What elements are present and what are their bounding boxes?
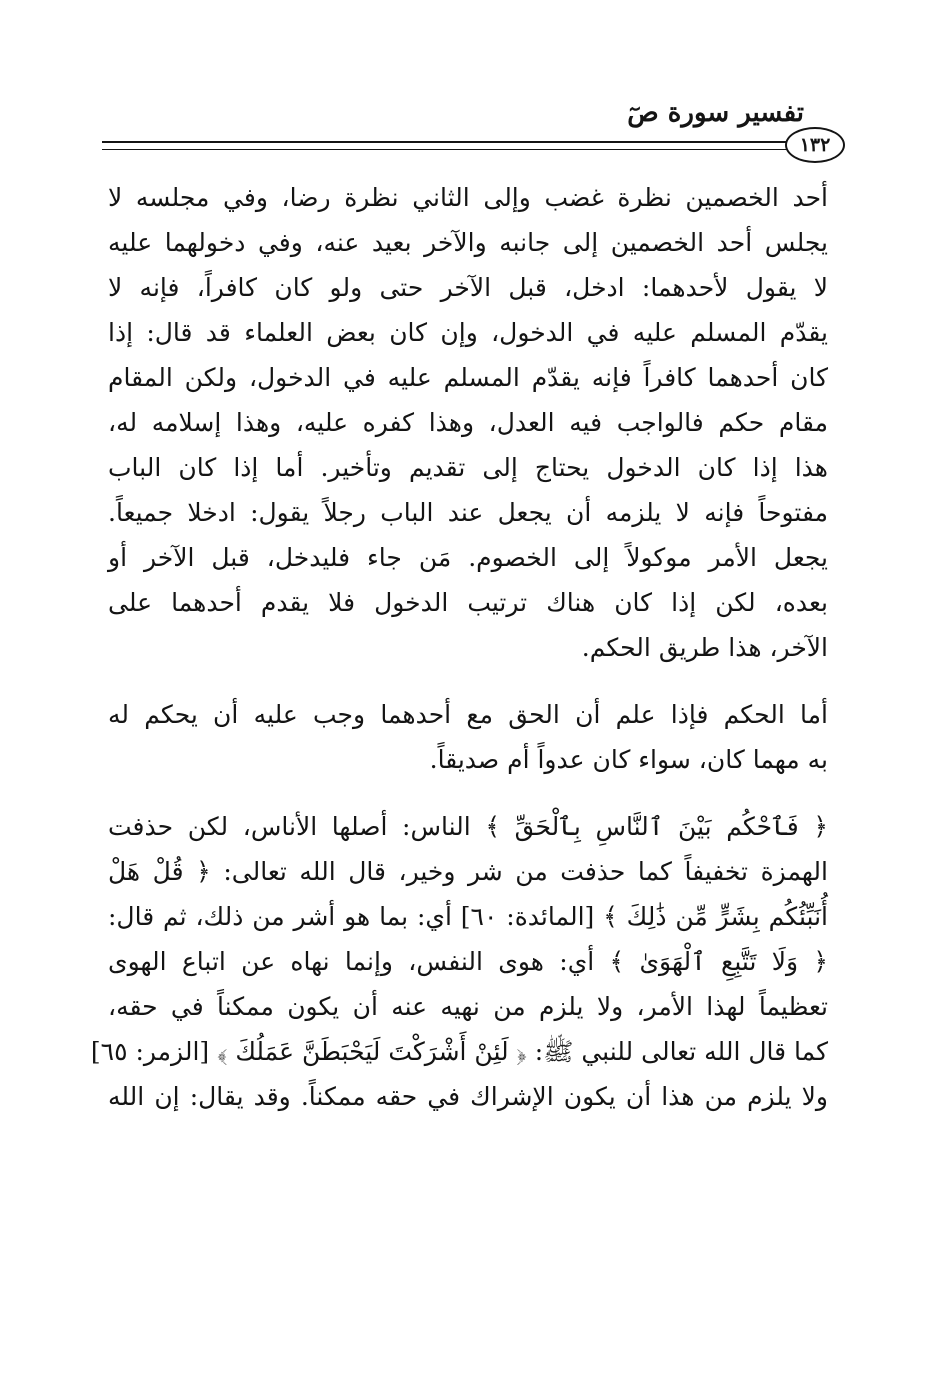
text-line: تعظيماً لهذا الأمر، ولا يلزم من نهيه عنه أن يكون ممكناً في حقه، bbox=[108, 992, 828, 1021]
text-line: الآخر، هذا طريق الحكم. bbox=[581, 633, 828, 662]
text-line: هذا إذا كان الدخول يحتاج إلى تقديم وتأخير. أما إذا كان الباب bbox=[108, 453, 828, 482]
text-line: يقدّم المسلم عليه في الدخول، وإن كان بعض العلماء قد قال: إذا bbox=[108, 318, 828, 347]
header-rule-thick bbox=[102, 141, 787, 143]
text-line: أُنَبِّئُكُم بِشَرٍّ مِّن ذَٰلِكَ ﴾ [المائدة: ٦٠] أي: بما هو أشر من ذلك، ثم قال: bbox=[108, 902, 828, 931]
paragraph-gap bbox=[108, 670, 828, 692]
text-line: الهمزة تخفيفاً كما حذفت من شر وخير، قال الله تعالى: ﴿ قُلْ هَلْ bbox=[108, 857, 828, 886]
body-text bbox=[90, 175, 828, 1119]
text-line: أما الحكم فإذا علم أن الحق مع أحدهما وجب عليه أن يحكم له bbox=[108, 700, 828, 729]
paragraph-gap bbox=[108, 782, 828, 804]
header-rule-thin bbox=[102, 149, 787, 150]
text-line: يجلس أحد الخصمين إلى جانبه والآخر بعيد عنه، وفي دخولهما عليه bbox=[108, 228, 828, 257]
page-header-title: تفسير سورة صٓ bbox=[627, 98, 804, 128]
text-line: لا يقول لأحدهما: ادخل، قبل الآخر حتى ولو كان كافراً، فإنه لا bbox=[108, 273, 828, 302]
text-line: أحد الخصمين نظرة غضب وإلى الثاني نظرة رضا، وفي مجلسه لا bbox=[108, 183, 828, 212]
text-line: بعده، لكن إذا كان هناك ترتيب الدخول فلا يقدم أحدهما على bbox=[108, 588, 828, 617]
paragraph bbox=[108, 175, 828, 670]
text-line: به مهما كان، سواء كان عدواً أم صديقاً. bbox=[429, 745, 828, 774]
text-line: ولا يلزم من هذا أن يكون الإشراك في حقه ممكناً. وقد يقال: إن الله bbox=[108, 1082, 828, 1111]
text-line: مقام حكم فالواجب فيه العدل، وهذا كفره عليه، وهذا إسلامه له، bbox=[108, 408, 828, 437]
text-line: كان أحدهما كافراً فإنه يقدّم المسلم عليه في الدخول، ولكن المقام bbox=[108, 363, 828, 392]
text-line: كما قال الله تعالى للنبي ﷺ: ﴿ لَئِنْ أَشْرَكْتَ لَيَحْبَطَنَّ عَمَلُكَ ﴾ [الزمر: ٦٥] bbox=[90, 1037, 828, 1066]
text-line: مفتوحاً فإنه لا يلزمه أن يجعل عند الباب رجلاً يقول: ادخلا جميعاً. bbox=[108, 498, 828, 527]
page-number-badge: ١٣٢ bbox=[785, 127, 845, 163]
text-line: ﴿ فَٱحْكُم بَيْنَ ٱلنَّاسِ بِٱلْحَقِّ ﴾ الناس: أصلها الأناس، لكن حذفت bbox=[108, 812, 828, 841]
text-line: يجعل الأمر موكولاً إلى الخصوم. مَن جاء فليدخل، قبل الآخر أو bbox=[108, 543, 828, 572]
paragraph bbox=[108, 692, 828, 782]
text-line: ﴿ وَلَا تَتَّبِعِ ٱلْهَوَىٰ ﴾ أي: هوى النفس، وإنما نهاه عن اتباع الهوى bbox=[108, 947, 828, 976]
paragraph bbox=[90, 804, 828, 1119]
